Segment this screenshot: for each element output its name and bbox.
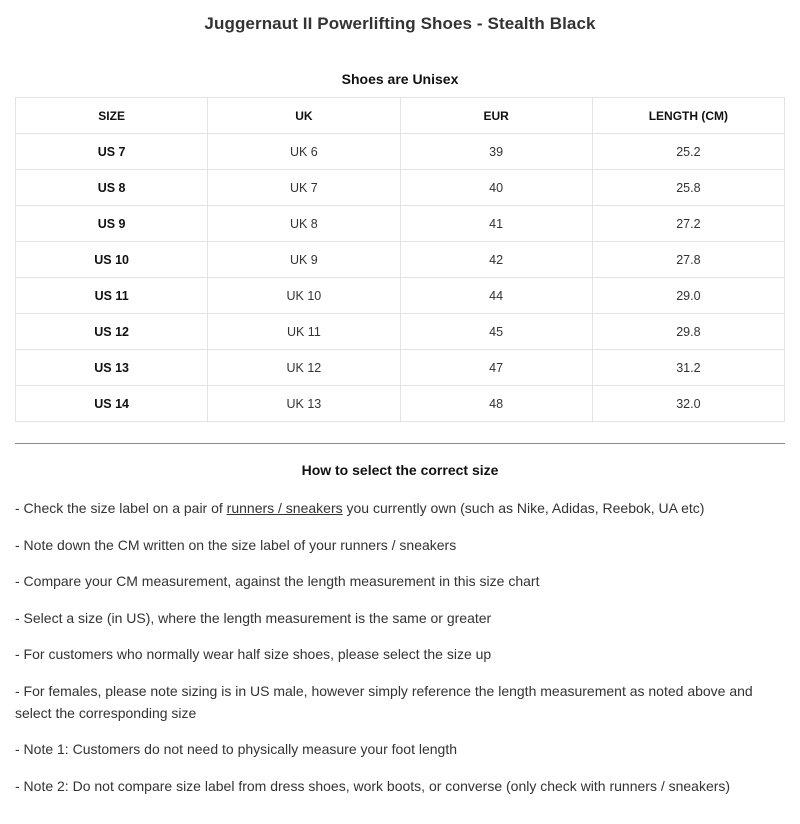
- instruction-text: - Check the size label on a pair of: [15, 500, 227, 516]
- uk-cell: UK 12: [208, 350, 400, 386]
- size-cell: US 12: [16, 314, 208, 350]
- length-cell: 25.2: [592, 134, 784, 170]
- table-header-row: [16, 98, 785, 134]
- instruction-item: - Note 2: Do not compare size label from dress shoes, work boots, or converse (only check with runners / sneakers): [15, 777, 731, 794]
- table-row: [16, 242, 785, 278]
- length-cell: 31.2: [592, 350, 784, 386]
- uk-cell: UK 9: [208, 242, 400, 278]
- eur-cell: 45: [400, 314, 592, 350]
- eur-cell: 41: [400, 206, 592, 242]
- eur-cell: 40: [400, 170, 592, 206]
- size-cell: US 8: [16, 170, 208, 206]
- uk-cell: UK 10: [208, 278, 400, 314]
- column-header-length: LENGTH (CM): [592, 98, 784, 134]
- size-guide-heading: How to select the correct size: [301, 462, 499, 478]
- size-cell: US 11: [16, 278, 208, 314]
- uk-cell: UK 13: [208, 386, 400, 422]
- uk-cell: UK 8: [208, 206, 400, 242]
- table-row: [16, 386, 785, 422]
- instruction-item: - Note down the CM written on the size label of your runners / sneakers: [15, 536, 457, 553]
- table-row: [16, 314, 785, 350]
- size-cell: US 9: [16, 206, 208, 242]
- column-header-uk: UK: [208, 98, 400, 134]
- eur-cell: 47: [400, 350, 592, 386]
- instruction-item: - Note 1: Customers do not need to physically measure your foot length: [15, 741, 458, 757]
- size-chart-caption: Shoes are Unisex: [341, 71, 459, 87]
- runners-sneakers-link[interactable]: runners / sneakers: [226, 500, 343, 516]
- instruction-item: [15, 497, 785, 519]
- table-row: [16, 206, 785, 242]
- length-cell: 29.0: [592, 278, 784, 314]
- page-title: Juggernaut II Powerlifting Shoes - Stealth Black: [204, 14, 596, 33]
- column-header-size: SIZE: [16, 98, 208, 134]
- instruction-item: - Select a size (in US), where the length measurement is the same or greater: [15, 609, 492, 626]
- length-cell: 29.8: [592, 314, 784, 350]
- size-chart-table: [15, 97, 785, 422]
- size-cell: US 7: [16, 134, 208, 170]
- length-cell: 25.8: [592, 170, 784, 206]
- eur-cell: 42: [400, 242, 592, 278]
- table-row: [16, 134, 785, 170]
- length-cell: 27.2: [592, 206, 784, 242]
- eur-cell: 44: [400, 278, 592, 314]
- table-row: [16, 350, 785, 386]
- size-cell: US 13: [16, 350, 208, 386]
- size-cell: US 14: [16, 386, 208, 422]
- size-cell: US 10: [16, 242, 208, 278]
- uk-cell: UK 11: [208, 314, 400, 350]
- table-row: [16, 170, 785, 206]
- size-guide-instructions: [15, 497, 785, 811]
- instruction-text: you currently own (such as Nike, Adidas, Reebok, UA etc): [342, 500, 705, 516]
- eur-cell: 39: [400, 134, 592, 170]
- instruction-item: - For females, please note sizing is in US male, however simply reference the length measurement as noted above and select the corresponding size: [15, 682, 753, 721]
- table-row: [16, 278, 785, 314]
- length-cell: 32.0: [592, 386, 784, 422]
- length-cell: 27.8: [592, 242, 784, 278]
- section-divider: [15, 443, 785, 444]
- eur-cell: 48: [400, 386, 592, 422]
- column-header-eur: EUR: [400, 98, 592, 134]
- uk-cell: UK 6: [208, 134, 400, 170]
- instruction-item: - For customers who normally wear half size shoes, please select the size up: [15, 646, 492, 662]
- instruction-item: - Compare your CM measurement, against the length measurement in this size chart: [15, 573, 540, 589]
- uk-cell: UK 7: [208, 170, 400, 206]
